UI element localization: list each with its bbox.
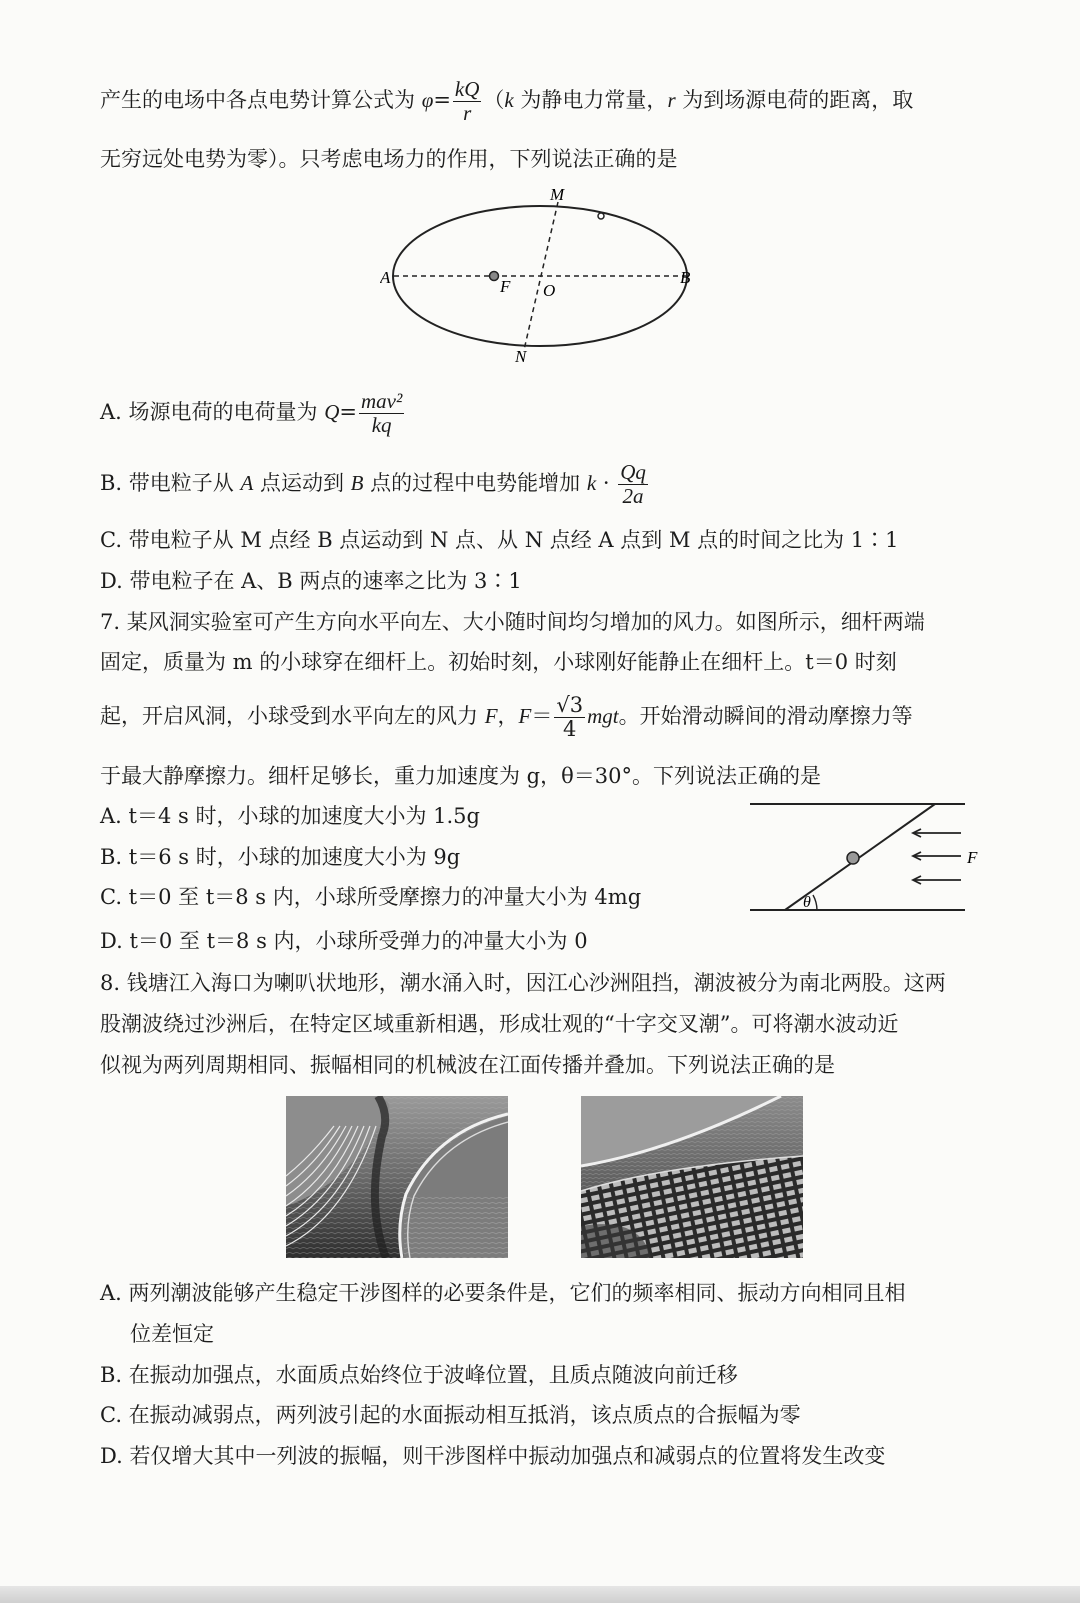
theta-arc <box>813 895 817 910</box>
q7-option-a: A. t＝4 s 时，小球的加速度大小为 1.5g <box>100 804 480 828</box>
q8-option-c: C. 在振动减弱点，两列波引起的水面振动相互抵消，该点质点的合振幅为零 <box>100 1403 801 1427</box>
q8-option-a-line-1: A. 两列潮波能够产生稳定干涉图样的必要条件是，它们的频率相同、振动方向相同且相 <box>100 1281 906 1305</box>
ellipse-orbit-figure <box>380 180 710 370</box>
q6-option-c: C. 带电粒子从 M 点经 B 点运动到 N 点、从 N 点经 A 点到 M 点的时间之比为 1∶1 <box>100 528 899 552</box>
q8-option-b: B. 在振动加强点，水面质点始终位于波峰位置，且质点随波向前迁移 <box>100 1363 738 1387</box>
tidal-bore-photo-2 <box>581 1096 803 1258</box>
potential-fraction: $\frac{kQ}{r}$ <box>454 76 480 125</box>
q6-intro-line-2: 无穷远处电势为零）。只考虑电场力的作用，下列说法正确的是 <box>100 147 678 171</box>
wind-arrows <box>913 829 961 884</box>
label-F: F <box>500 277 511 296</box>
q7-option-c: C. t＝0 至 t＝8 s 内，小球所受摩擦力的冲量大小为 4mg <box>100 885 642 909</box>
q7-line-1: 7. 某风洞实验室可产生方向水平向左、大小随时间均匀增加的风力。如图所示，细杆两端 <box>100 610 925 634</box>
tidal-bore-photo-1 <box>286 1096 508 1258</box>
label-F-force: F <box>967 848 978 867</box>
q7-line-3: 起，开启风洞，小球受到水平向左的风力 F，F＝ $\frac{√3}{4}$ mgt。开始滑动瞬间的滑动摩擦力等 <box>100 692 913 741</box>
label-N: N <box>515 347 527 366</box>
ball <box>847 852 859 864</box>
label-B: B <box>680 268 691 287</box>
q7-line-4: 于最大静摩擦力。细杆足够长，重力加速度为 g，θ＝30°。下列说法正确的是 <box>100 764 821 788</box>
page-bottom-edge <box>0 1586 1080 1603</box>
label-theta: θ <box>803 894 811 911</box>
q6-option-d: D. 带电粒子在 A、B 两点的速率之比为 3∶1 <box>100 569 522 593</box>
q8-line-2: 股潮波绕过沙洲后，在特定区域重新相遇，形成壮观的“十字交叉潮”。可将潮水波动近 <box>100 1012 899 1036</box>
q6-option-a: A. 场源电荷的电荷量为 Q= $\frac{\text{mav²}}{kq}$ <box>100 388 403 437</box>
q8-option-a-line-2: 位差恒定 <box>130 1322 214 1346</box>
q8-line-1: 8. 钱塘江入海口为喇叭状地形，潮水涌入时，因江心沙洲阻挡，潮波被分为南北两股。这两 <box>100 971 946 995</box>
q7-option-d: D. t＝0 至 t＝8 s 内，小球所受弹力的冲量大小为 0 <box>100 929 588 953</box>
label-A: A <box>380 268 391 287</box>
q6-option-b: B. 带电粒子从 A 点运动到 B 点的过程中电势能增加 k · $\frac{Qq}{2a}$ <box>100 459 646 508</box>
label-O: O <box>543 281 556 300</box>
particle <box>598 213 604 219</box>
label-M: M <box>550 185 565 204</box>
q8-line-3: 似视为两列周期相同、振幅相同的机械波在江面传播并叠加。下列说法正确的是 <box>100 1053 835 1077</box>
q6-intro-line-1: 产生的电场中各点电势计算公式为 φ= $\frac{kQ}{r}$ （k 为静电力常量，r 为到场源电荷的距离，取 <box>100 76 914 125</box>
rod-wind-figure <box>745 795 990 925</box>
q7-line-2: 固定，质量为 m 的小球穿在细杆上。初始时刻，小球刚好能静止在细杆上。t＝0 时刻 <box>100 650 897 674</box>
focus-charge <box>490 272 499 281</box>
q8-option-d: D. 若仅增大其中一列波的振幅，则干涉图样中振动加强点和减弱点的位置将发生改变 <box>100 1444 886 1468</box>
q7-option-b: B. t＝6 s 时，小球的加速度大小为 9g <box>100 845 461 869</box>
